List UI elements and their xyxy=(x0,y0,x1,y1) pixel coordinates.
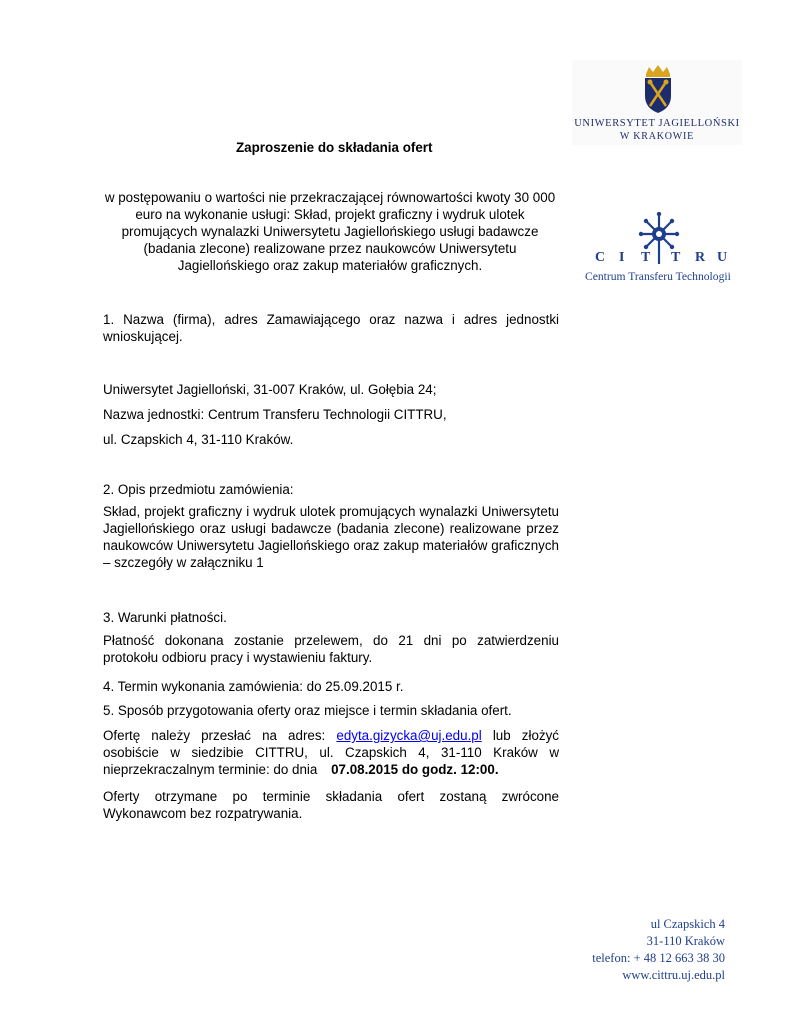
section-3-body: Płatność dokonana zostanie przelewem, do 21 dni po zatwierdzeniu protokołu odbioru pracy i wystawieniu faktury. xyxy=(103,633,559,665)
section-1-heading: 1. Nazwa (firma), adres Zamawiającego oraz nazwa i adres jednostki wnioskującej. xyxy=(103,312,559,344)
email-link[interactable]: edyta.gizycka@uj.edu.pl xyxy=(336,728,482,743)
offer-text-pre: Ofertę należy przesłać na adres: xyxy=(103,728,337,743)
section-1-line: Nazwa jednostki: Centrum Transferu Technologii CITTRU, xyxy=(103,407,447,422)
uj-logo xyxy=(572,60,742,145)
intro-line: Jagiellońskiego oraz zakup materiałów graficznych. xyxy=(177,258,483,273)
section-2-heading: 2. Opis przedmiotu zamówienia: xyxy=(103,482,294,497)
offer-paragraph xyxy=(103,727,559,778)
cittru-subtitle: Centrum Transferu Technologii xyxy=(585,270,731,283)
cittru-letter: T xyxy=(641,250,651,265)
cittru-letter: I xyxy=(619,250,625,265)
intro-line: w postępowaniu o wartości nie przekraczającej równowartości kwoty 30 000 xyxy=(104,190,556,205)
section-4-line: 4. Termin wykonania zamówienia: do 25.09.2015 r. xyxy=(103,679,404,694)
intro-line: (badania zlecone) realizowane przez naukowców Uniwersytetu xyxy=(143,241,517,256)
cittru-logo xyxy=(585,212,730,290)
offer-text-mid: lub złożyć osobiście w siedzibie CITTRU, ul. Czapskich 4, 31-110 Kraków w nieprzekraczalnym terminie: do dnia xyxy=(103,728,559,777)
uj-crest-icon xyxy=(638,64,678,114)
footer-address: ul Czapskich 4 xyxy=(650,917,725,931)
page-title: Zaproszenie do składania ofert xyxy=(236,140,433,155)
cittru-letter: T xyxy=(671,250,681,265)
footer-website: www.cittru.uj.edu.pl xyxy=(622,968,725,982)
footer-phone: telefon: + 48 12 663 38 30 xyxy=(592,951,725,965)
cittru-letter: C xyxy=(595,250,606,265)
section-5-heading: 5. Sposób przygotowania oferty oraz miejsce i termin składania ofert. xyxy=(103,703,512,718)
section-3-heading: 3. Warunki płatności. xyxy=(103,610,227,625)
intro-line: euro na wykonanie usługi: Skład, projekt graficzny i wydruk ulotek xyxy=(135,207,525,222)
deadline-text: 07.08.2015 do godz. 12:00. xyxy=(331,762,499,777)
section-1-line: Uniwersytet Jagielloński, 31-007 Kraków, ul. Gołębia 24; xyxy=(103,382,437,397)
uj-logo-line2: W KRAKOWIE xyxy=(619,131,695,142)
cittru-letter: U xyxy=(717,250,728,265)
footer-city: 31-110 Kraków xyxy=(646,934,725,948)
footer-contact xyxy=(592,916,725,984)
late-offers-paragraph: Oferty otrzymane po terminie składania ofert zostaną zwrócone Wykonawcom bez rozpatrywania. xyxy=(103,789,559,821)
section-2-body: Skład, projekt graficzny i wydruk ulotek promujących wynalazki Uniwersytetu Jagiellońskiego oraz usługi badawcze (badania zlecone) realizowane przez naukowców Uniwersytetu Jagiellońskiego oraz zakup materiałów graficznych – szczegóły w załączniku 1 xyxy=(103,504,559,570)
section-1-line: ul. Czapskich 4, 31-110 Kraków. xyxy=(103,432,294,447)
intro-line: promujących wynalazki Uniwersytetu Jagiellońskiego usługi badawcze xyxy=(121,224,539,239)
uj-logo-line1: UNIWERSYTET JAGIELLOŃSKI xyxy=(574,118,740,129)
intro-paragraph xyxy=(95,189,565,274)
cittru-letter: R xyxy=(695,250,706,265)
